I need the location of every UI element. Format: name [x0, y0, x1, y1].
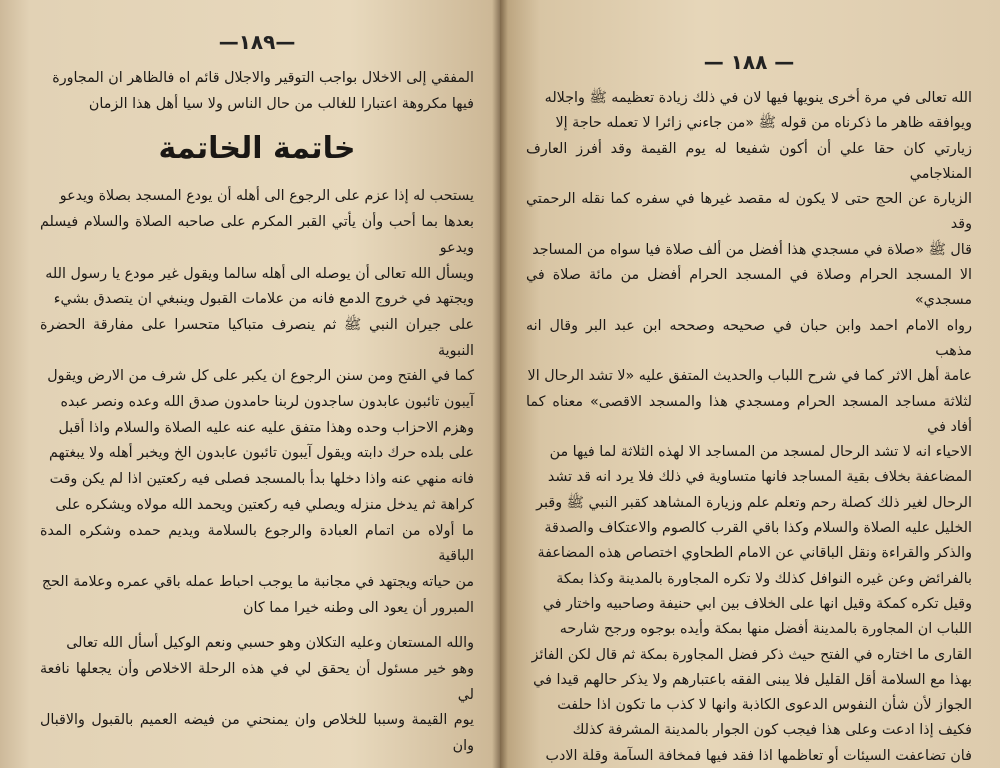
paragraph-gap — [40, 621, 474, 631]
text-line: عامة أهل الاثر كما في شرح اللباب والحديث المتفق عليه «لا تشد الرحال الا — [527, 368, 972, 385]
text-line: من حياته ويجتهد في مجانبة ما يوجب احباط عمله باقي عمره وعلامة الحج — [41, 573, 474, 590]
page-number: — ١٨٨ — — [703, 50, 795, 74]
text-line: كما في الفتح ومن سنن الرجوع ان يكبر على كل شرف من الارض ويقول — [47, 368, 474, 385]
text-line: والله المستعان وعليه التكلان وهو حسبي ونعم الوكيل أسأل الله تعالى — [66, 635, 474, 652]
text-line: القارى ما اختاره في الفتح حيث ذكر فضل المجاورة بمكة ثم قال لكن الفائز — [531, 646, 972, 663]
text-line: فيها مكروهة اعتبارا للغالب من حال الناس ولا سيا أهل هذا الزمان — [88, 95, 474, 112]
text-line: كراهة ثم يدخل منزله ويصلي فيه ركعتين ويحمد الله مولاه ويشكره على — [55, 496, 474, 513]
text-line: فان تضاعفت السيئات أو تعاظمها اذا فقد فيها فمخافة السآمة وقلة الادب — [545, 747, 972, 764]
text-line: زيارتي كان حقا علي أن أكون شفيعا له يوم القيمة وقد أفرز العارف المنلاجامي — [526, 140, 972, 182]
text-line: على جيران النبي ﷺ ثم ينصرف متباكيا متحسرا على مفارقة الحضرة النبوية — [40, 316, 474, 359]
body-paragraph — [526, 86, 972, 768]
text-line: فانه منهي عنه واذا دخلها بدأ بالمسجد فصلى فيه ركعتين اذا لم يكن وقت — [49, 471, 474, 488]
text-line: ويسأل الله تعالى أن يوصله الى أهله سالما ويقول غير مودع يا رسول الله — [45, 265, 474, 282]
section-heading: خاتمة الخاتمة — [158, 131, 356, 167]
text-line: الرحال لغير ذلك كصلة رحم وتعلم علم وزيارة المشاهد كقبر النبي ﷺ وقبر — [536, 494, 972, 511]
text-line: الخليل عليه الصلاة والسلام وكذا باقي القرب كالصوم والاعتكاف والصدقة — [544, 520, 972, 537]
text-line: وهزم الاحزاب وحده وهذا متفق عليه عنه عليه الصلاة والسلام واذا أقبل — [58, 419, 474, 436]
text-line: والذكر والقراءة ونقل الباقاني عن الامام الطحاوي اختصاص هذه المضاعفة — [537, 545, 972, 562]
text-line: الجواز لأن شأن النفوس الدعوى الكاذبة وانها لا كذب ما تكون اذا حلفت — [557, 697, 972, 714]
text-line: ما أولاه من اتمام العبادة والرجوع بالسلامة ويديم حمده وشكره المدة الباقية — [40, 522, 474, 565]
right-page — [500, 0, 1000, 768]
page-number: —١٨٩— — [218, 30, 296, 54]
intro-paragraph — [40, 66, 474, 117]
text-line: اللباب ان المجاورة بالمدينة أفضل منها بمكة وأيده بوجوه ورجح شارحه — [559, 621, 972, 638]
text-line: على بلده حرك دابته ويقول آيبون تائبون عابدون الخ ويخبر أهله ولا يبغتهم — [48, 445, 474, 462]
text-line: وقيل تكره كمكة وقيل انها على الخلاف بين ابي حنيفة وصاحبيه واختار في — [542, 595, 972, 612]
text-line: قال ﷺ «صلاة في مسجدي هذا أفضل من ألف صلاة فيا سواه من المساجد — [532, 241, 972, 258]
text-line: آيبون تائبون عابدون ساجدون لربنا حامدون صدق الله وعده ونصر عبده — [60, 394, 474, 411]
text-line: فكيف إذا ادعت وعلى هذا فيجب كون الجوار بالمدينة المشرفة كذلك — [572, 722, 972, 739]
text-line: يوم القيمة وسببا للخلاص وان يمنحني من فيضه العميم بالقبول والاقبال وان — [40, 712, 474, 755]
text-line: ويوافقه ظاهر ما ذكرناه من قوله ﷺ «من جاءني زائرا لا تعمله حاجة إلا — [555, 115, 972, 132]
text-line: الله تعالى في مرة أخرى ينويها فيها لان في ذلك زيادة تعظيمه ﷺ واجلاله — [544, 90, 972, 106]
book-gutter-shadow — [492, 0, 508, 768]
text-line: المضاعفة بخلاف بقية المساجد فانها متساوية في ذلك فلا يرد انه قد تشد — [547, 469, 972, 486]
text-line: ويجتهد في خروج الدمع فانه من علامات القبول وينبغي ان يتصدق بشيء — [53, 291, 474, 308]
text-line: المفقي إلى الاخلال بواجب التوقير والاجلال قائم اه فالظاهر ان المجاورة — [52, 70, 474, 86]
text-line: المبرور أن يعود الى وطنه خيرا مما كان — [243, 599, 474, 616]
text-line: بهذا مع السلامة أقل القليل فلا يبنى الفقه باعتبارهم ولا يذكر حالهم قيدا في — [533, 671, 972, 688]
text-line: الا المسجد الحرام وصلاة في المسجد الحرام أفضل من مائة صلاة في مسجدي» — [526, 267, 972, 309]
body-paragraph — [40, 184, 474, 621]
text-line: الزيارة عن الحج حتى لا يكون له مقصد غيرها في سفره كما نقله الرحمتي وقد — [526, 191, 972, 233]
text-line: وهو خير مسئول أن يحقق لي في هذه الرحلة الاخلاص وأن يجعلها نافعة لي — [40, 661, 474, 703]
text-line: لثلاثة مساجد المسجد الحرام ومسجدي هذا والمسجد الاقصى» معناه كما أفاد في — [526, 393, 972, 435]
text-line: الاحياء انه لا تشد الرحال لمسجد من المساجد الا لهذه الثلاثة لما فيها من — [549, 444, 972, 461]
closing-paragraph — [40, 631, 474, 760]
text-line: بالفرائض وعن غيره النوافل كذلك ولا تكره المجاورة بالمدينة وكذا بمكة — [556, 570, 972, 587]
text-line: بعدها بما أحب وأن يأتي القبر المكرم على صاحبه الصلاة والسلام فيسلم ويدعو — [40, 214, 474, 256]
text-line: يستحب له إذا عزم على الرجوع الى أهله أن يودع المسجد بصلاة ويدعو — [59, 188, 474, 205]
text-line: رواه الامام احمد وابن حبان في صحيحه وصححه ابن عبد البر وقال انه مذهب — [526, 317, 972, 359]
